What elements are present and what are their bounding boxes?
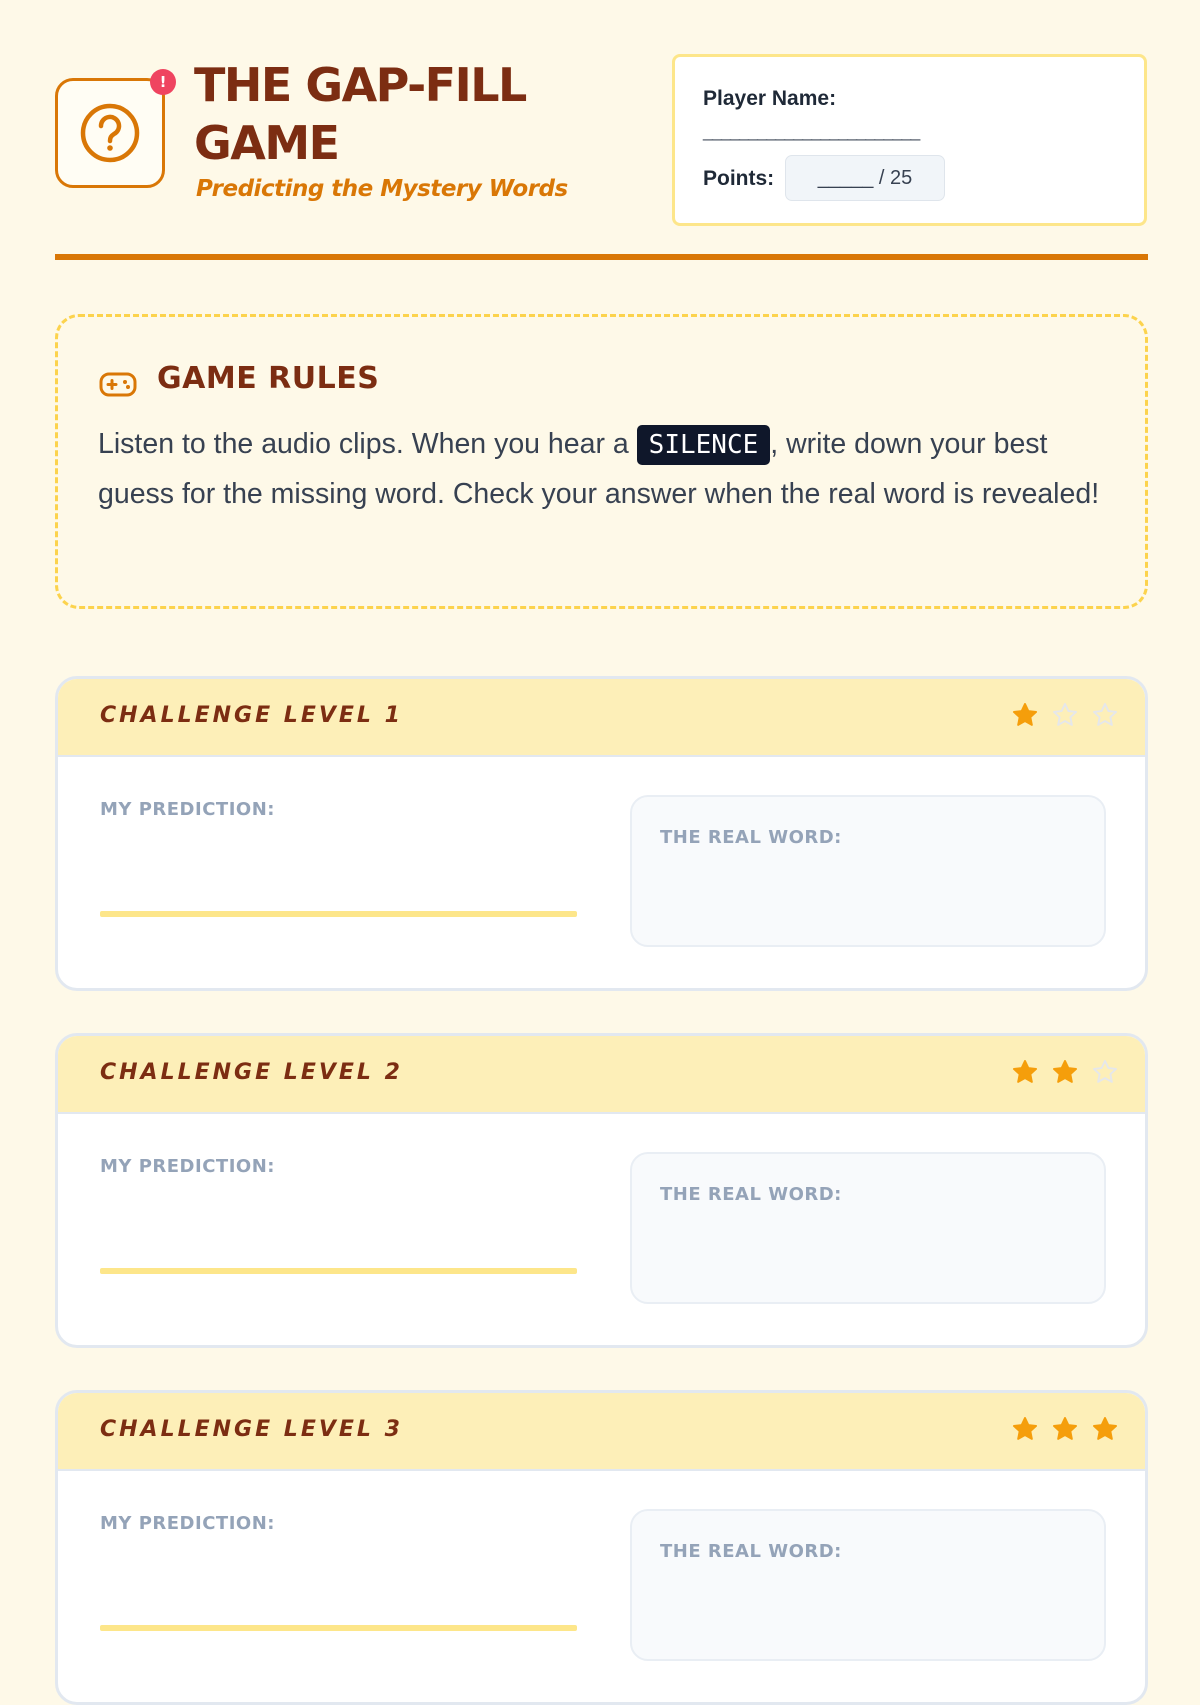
challenge-header [58,1393,1145,1471]
rules-text-after: , write down your best guess for the missing word. Check your answer when the real word is revealed! [98,428,1100,510]
prediction-input-line[interactable] [100,1268,577,1274]
challenge-title: CHALLENGE LEVEL 1 [100,703,403,728]
prediction-label: MY PREDICTION: [100,1513,275,1534]
game-rules-title: GAME RULES [157,361,380,396]
challenge-card-3 [55,1390,1148,1705]
star-filled-icon [1091,1415,1119,1443]
player-card [672,54,1147,226]
challenge-title: CHALLENGE LEVEL 2 [100,1060,403,1085]
prediction-label: MY PREDICTION: [100,1156,275,1177]
difficulty-stars [1011,1415,1119,1443]
difficulty-stars [1011,1058,1119,1086]
prediction-input-line[interactable] [100,1625,577,1631]
points-field[interactable]: _____ / 25 [785,155,945,201]
real-word-box [630,1152,1106,1304]
page-title: THE GAP-FILL GAME [194,58,526,170]
star-filled-icon [1011,1058,1039,1086]
player-name-label: Player Name: [703,87,837,110]
real-word-label: THE REAL WORD: [660,1541,842,1562]
gamepad-icon [98,369,138,399]
challenge-header [58,1036,1145,1114]
challenge-card-2 [55,1033,1148,1348]
star-filled-icon [1011,1415,1039,1443]
star-filled-icon [1051,1058,1079,1086]
prediction-input-line[interactable] [100,911,577,917]
difficulty-stars [1011,701,1119,729]
star-empty-icon [1091,1058,1119,1086]
header-divider [55,254,1148,260]
points-label: Points: [703,167,775,190]
logo [55,73,167,188]
star-filled-icon [1051,1415,1079,1443]
question-circle-icon [78,101,142,165]
game-rules-text [98,419,1108,519]
real-word-label: THE REAL WORD: [660,827,842,848]
challenge-title: CHALLENGE LEVEL 3 [100,1417,403,1442]
prediction-label: MY PREDICTION: [100,799,275,820]
player-name-field[interactable]: ________________________ [703,121,920,141]
rules-text-before: Listen to the audio clips. When you hear a [98,428,637,460]
challenge-card-1 [55,676,1148,991]
star-empty-icon [1051,701,1079,729]
real-word-box [630,1509,1106,1661]
notification-badge: ! [150,69,176,95]
silence-keyword: SILENCE [637,425,771,465]
real-word-label: THE REAL WORD: [660,1184,842,1205]
real-word-box [630,795,1106,947]
star-filled-icon [1011,701,1039,729]
challenge-header [58,679,1145,757]
game-rules-panel [55,314,1148,609]
page-subtitle: Predicting the Mystery Words [196,176,568,202]
star-empty-icon [1091,701,1119,729]
